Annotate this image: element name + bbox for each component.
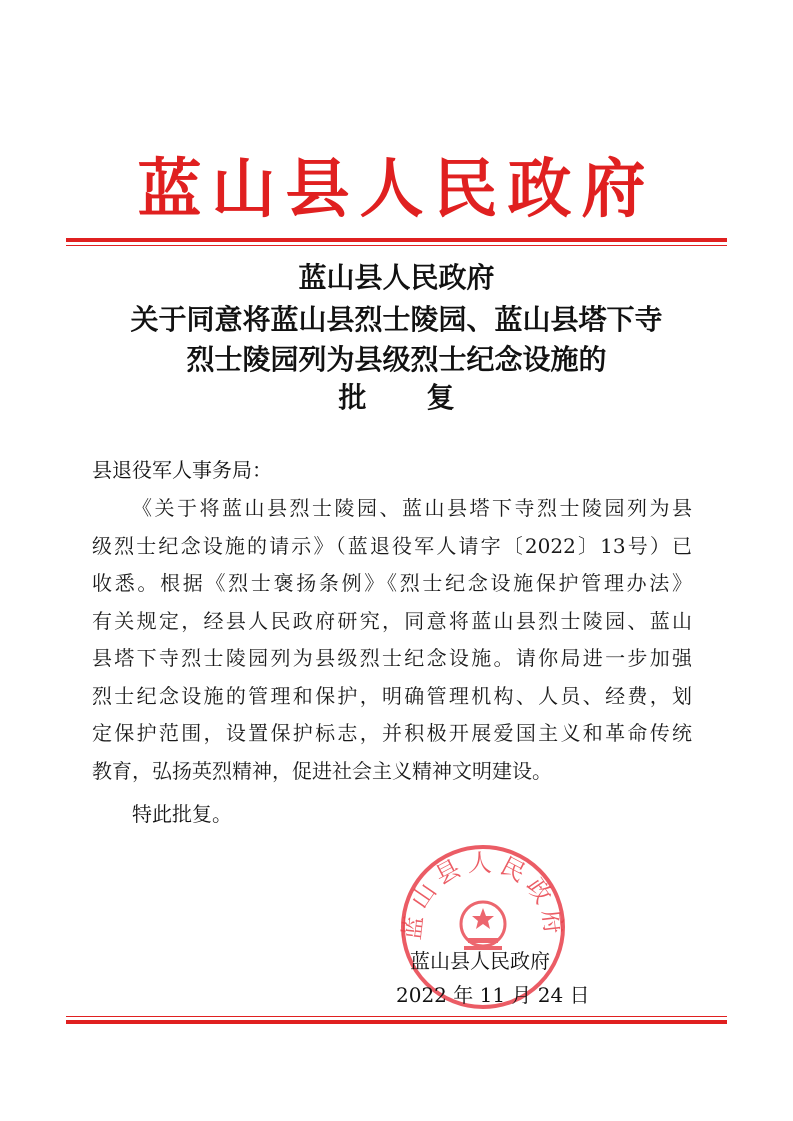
body-line: 教育，弘扬英烈精神，促进社会主义精神文明建设。 (92, 758, 552, 783)
body-line: 县塔下寺烈士陵园列为县级烈士纪念设施。请你局进一步加强 (92, 646, 692, 670)
doc-title-line-4: 批复 (338, 381, 515, 414)
top-red-rule-thick (66, 238, 727, 242)
issue-date: 2022 年 11 月 24 日 (396, 983, 590, 1007)
doc-title-line-2: 关于同意将蓝山县烈士陵园、蓝山县塔下寺 (130, 303, 663, 336)
signer-name: 蓝山县人民政府 (410, 949, 550, 973)
body-line: 烈士纪念设施的管理和保护，明确管理机构、人员、经费，划 (92, 683, 692, 708)
bottom-red-rule-thick (66, 1020, 727, 1024)
body-paragraph (92, 490, 692, 790)
masthead-org-name: 蓝山县人民政府 (137, 152, 656, 227)
addressee: 县退役军人事务局： (92, 458, 272, 482)
bottom-red-rule-thin (66, 1016, 727, 1017)
seal-text: 蓝山县人民政府 (398, 848, 568, 942)
doc-title-line-1: 蓝山县人民政府 (298, 261, 495, 294)
body-line: 《关于将蓝山县烈士陵园、蓝山县塔下寺烈士陵园列为县 (132, 496, 692, 520)
doc-title-line-3: 烈士陵园列为县级烈士纪念设施的 (186, 343, 607, 376)
body-line: 收悉。根据《烈士褒扬条例》《烈士纪念设施保护管理办法》 (92, 571, 692, 595)
body-line: 定保护范围，设置保护标志，并积极开展爱国主义和革命传统 (92, 721, 692, 745)
svg-text:蓝山县人民政府 (398, 849, 568, 941)
body-line: 级烈士纪念设施的请示》（蓝退役军人请字〔2022〕13号）已 (92, 533, 692, 558)
top-red-rule-thin (66, 245, 727, 246)
closing-text: 特此批复。 (132, 802, 232, 826)
body-line: 有关规定，经县人民政府研究，同意将蓝山县烈士陵园、蓝山 (92, 608, 692, 633)
